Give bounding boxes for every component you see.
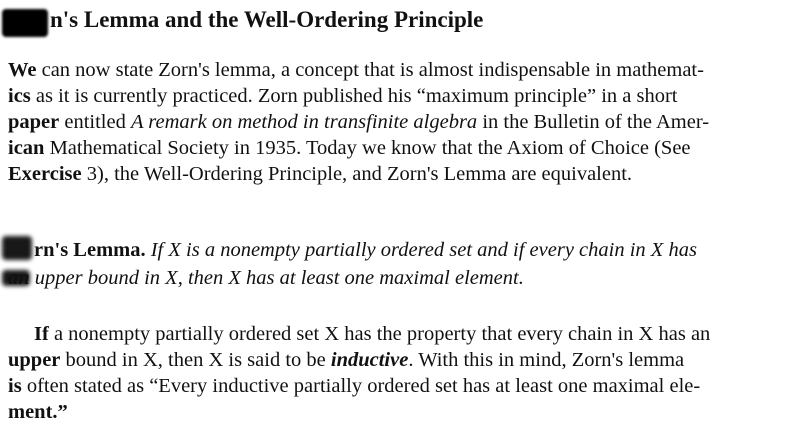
lemma-statement-part2: upper bound in X, then X has at least one maximal element. [29,267,524,289]
paragraph1-line3 [8,110,709,134]
paragraph1-line2 [8,84,678,108]
paragraph2-line1-lead: If [34,323,49,345]
paragraph1-line3-pre: entitled [59,111,131,133]
paragraph2-line4 [8,400,68,424]
paragraph1-line4-lead: ican [8,137,45,159]
paragraph1-line1 [8,58,704,82]
paragraph2-line3-text: often stated as “Every inductive partially ordered set has at least one maximal ele- [21,375,701,397]
paragraph2-line2-lead: upper [8,349,61,371]
section-heading [50,8,483,32]
lemma-line2 [8,266,524,290]
paragraph1-line1-text: can now state Zorn's lemma, a concept that is almost indispensable in mathemat- [36,59,704,81]
lemma-title: rn's Lemma. [34,239,146,261]
paper-title: A remark on method in transfinite algebra [130,111,478,133]
paragraph2-line1-text: a nonempty partially ordered set X has the property that every chain in X has an [48,323,711,345]
paragraph1-line4 [8,136,691,160]
lemma-statement-part1: If X is a nonempty partially ordered set and if every chain in X has [150,239,697,261]
paragraph1-line3-lead: paper [8,111,60,133]
paragraph2-line3 [8,374,700,398]
paragraph1-line3-post: in the Bulletin of the Amer- [477,111,710,133]
paragraph2-line3-lead: is [8,375,22,397]
paragraph1-line5 [8,162,632,186]
paragraph2-line2 [8,348,684,372]
paragraph1-line2-lead: ics [8,85,31,107]
paragraph1-line5-text: 3), the Well-Ordering Principle, and Zorn's Lemma are equivalent. [81,163,633,185]
ink-smudge-lemma [2,236,32,260]
paragraph1-line4-text: Mathematical Society in 1935. Today we know that the Axiom of Choice (See [44,137,691,159]
paragraph2-line1 [34,322,710,346]
lemma-line1 [34,238,697,262]
ink-smudge-heading [2,9,48,37]
paragraph1-line1-lead: We [8,59,37,81]
paragraph1-line2-text: as it is currently practiced. Zorn published his “maximum principle” in a short [30,85,678,107]
paragraph2-line4-lead: ment.” [8,401,68,423]
paragraph2-line2-pre: bound in X, then X is said to be [60,349,331,371]
term-inductive: inductive [330,349,409,371]
section-heading-text: n's Lemma and the Well-Ordering Principle [50,7,484,32]
lemma-line2-lead: an [8,267,30,289]
paragraph2-line2-post: . With this in mind, Zorn's lemma [408,349,685,371]
paragraph1-line5-lead: Exercise [8,163,82,185]
